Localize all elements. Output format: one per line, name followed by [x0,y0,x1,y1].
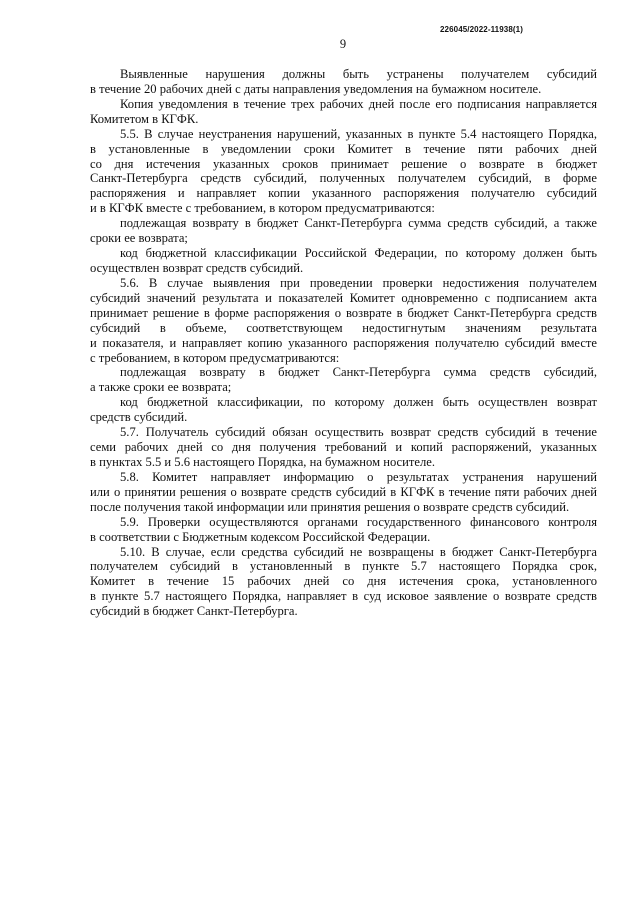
text-line: код бюджетной классификации, по которому должен быть осуществлен возврат [120,395,597,410]
text-line: субсидий в бюджет Санкт-Петербурга. [90,604,298,619]
text-line: 5.7. Получатель субсидий обязан осуществить возврат средств субсидий в течение [120,425,597,440]
paragraph-5-9 [90,515,597,545]
text-line: 5.10. В случае, если средства субсидий не возвращены в бюджет Санкт-Петербурга [120,544,597,559]
text-line: в установленные в уведомлении сроки Комитет в течение пяти рабочих дней [90,141,597,156]
text-line: распоряжения и направляет копии указанного распоряжения получателю субсидий [90,186,597,201]
paragraph-5-5 [90,127,597,217]
text-line: Санкт-Петербурга средств субсидий, полученных получателем субсидий, в форме [90,171,597,186]
text-line: в пунктах 5.5 и 5.6 настоящего Порядка, на бумажном носителе. [90,454,435,469]
text-line: принимает решение в форме распоряжения о возврате в бюджет Санкт-Петербурга средств [90,305,597,320]
text-line: 5.6. В случае выявления при проведении проверки недостижения получателем [120,275,597,290]
text-line: 5.5. В случае неустранения нарушений, указанных в пункте 5.4 настоящего Порядка, [120,126,597,141]
text-line: с требованием, в котором предусматриваются: [90,350,340,365]
text-line: Комитетом в КГФК. [90,111,199,126]
page-number: 9 [339,37,347,51]
text-line: со дня истечения указанных сроков принимает решение о возврате в бюджет [90,156,597,171]
paragraph-5-5-code [90,246,597,276]
paragraph-5-5-amount [90,216,597,246]
text-line: а также сроки ее возврата; [90,380,232,395]
text-line: Копия уведомления в течение трех рабочих дней после его подписания направляется [120,96,597,111]
text-line: Комитет в течение 15 рабочих дней со дня истечения срока, установленного [90,574,597,589]
text-line: в течение 20 рабочих дней с даты направления уведомления на бумажном носителе. [90,81,542,96]
paragraph-notice-copy [90,97,597,127]
document-id: 226045/2022-11938(1) [440,25,523,34]
paragraph-5-6 [90,276,597,366]
text-line: или о принятии решения о возврате средств субсидий в КГФК в течение пяти рабочих дней [90,484,597,499]
paragraph-5-8 [90,470,597,515]
text-line: осуществлен возврат средств субсидий. [90,260,304,275]
paragraph-violations-deadline [90,67,597,97]
text-line: в пункте 5.7 настоящего Порядка, направляет в суд исковое заявление о возврате средств [90,589,597,604]
text-line: 5.8. Комитет направляет информацию о результатах устранения нарушений [120,469,597,484]
paragraph-5-6-code [90,395,597,425]
text-line: и показателя, и направляет копию указанного распоряжения получателю субсидий вместе [90,335,597,350]
text-line: субсидий значений результата и показателей Комитет одновременно с подписанием акта [90,290,597,305]
text-line: сроки ее возврата; [90,231,188,246]
text-line: Выявленные нарушения должны быть устранены получателем субсидий [120,67,597,81]
text-line: 5.9. Проверки осуществляются органами государственного финансового контроля [120,514,597,529]
text-line: код бюджетной классификации Российской Федерации, по которому должен быть [120,246,597,261]
document-body [90,67,597,619]
text-line: средств субсидий. [90,410,188,425]
text-line: субсидий в объеме, соответствующем недостигнутым значениям результата [90,320,597,335]
text-line: и в КГФК вместе с требованием, в котором предусматриваются: [90,201,435,216]
text-line: после получения такой информации или принятия решения о возврате средств субсидий. [90,499,570,514]
text-line: получателем субсидий в установленный в пункте 5.7 настоящего Порядка срок, [90,559,597,574]
text-line: подлежащая возврату в бюджет Санкт-Петербурга сумма средств субсидий, а также [120,216,597,231]
paragraph-5-10 [90,545,597,620]
paragraph-5-7 [90,425,597,470]
text-line: семи рабочих дней со дня получения требований и копий распоряжений, указанных [90,440,597,455]
text-line: подлежащая возврату в бюджет Санкт-Петербурга сумма средств субсидий, [120,365,597,380]
paragraph-5-6-amount [90,365,597,395]
text-line: в соответствии с Бюджетным кодексом Российской Федерации. [90,529,431,544]
